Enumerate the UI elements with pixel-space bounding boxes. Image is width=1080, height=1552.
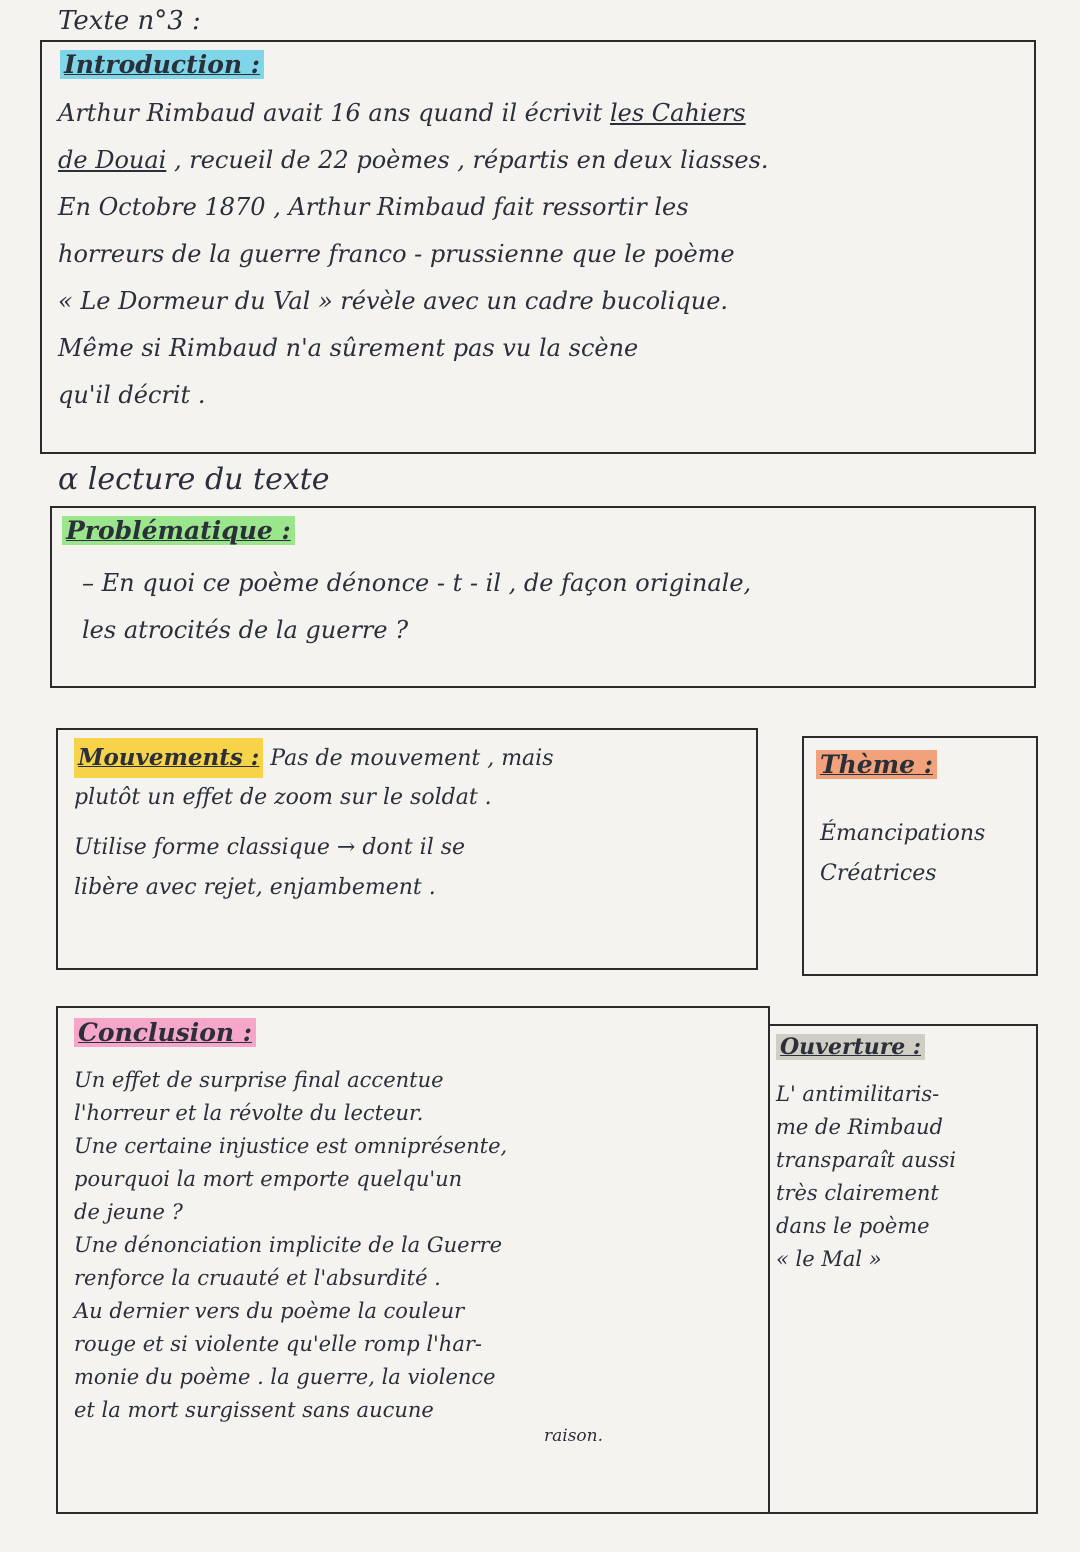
intro-box <box>40 40 1036 454</box>
conclusion-line-7: renforce la cruauté et l'absurdité . <box>74 1266 441 1290</box>
conclusion-line-11: et la mort surgissent sans aucune <box>74 1398 434 1422</box>
conclusion-line-8: Au dernier vers du poème la couleur <box>74 1299 465 1323</box>
mouvements-line-1: Pas de mouvement , mais <box>270 746 554 771</box>
conclusion-line-1: Un effet de surprise final accentue <box>74 1068 444 1092</box>
mouvements-line-4: libère avec rejet, enjambement . <box>74 875 436 900</box>
intro-line-1 <box>58 90 769 137</box>
ouverture-box <box>768 1024 1038 1514</box>
ouverture-line-5: dans le poème <box>776 1214 930 1238</box>
conclusion-line-10: monie du poème . la guerre, la violence <box>74 1365 496 1389</box>
intro-line-4: horreurs de la guerre franco - prussienne que le poème <box>58 240 735 268</box>
problematique-line-1: – En quoi ce poème dénonce - t - il , de façon originale, <box>82 569 752 597</box>
conclusion-line-2: l'horreur et la révolte du lecteur. <box>74 1101 424 1125</box>
ouverture-line-1: L' antimilitaris- <box>776 1082 940 1106</box>
intro-line-7: qu'il décrit . <box>58 381 206 409</box>
conclusion-line-6: Une dénonciation implicite de la Guerre <box>74 1233 503 1257</box>
ouverture-heading: Ouverture : <box>776 1034 925 1060</box>
theme-box <box>802 736 1038 976</box>
problematique-box <box>50 506 1036 688</box>
intro-line-3: En Octobre 1870 , Arthur Rimbaud fait ressortir les <box>58 193 689 221</box>
ouverture-line-4: très clairement <box>776 1181 939 1205</box>
conclusion-box <box>56 1006 770 1514</box>
intro-book-title: les Cahiers <box>609 99 746 127</box>
ouverture-line-3: transparaît aussi <box>776 1148 956 1172</box>
intro-heading: Introduction : <box>60 50 264 79</box>
intro-text-2: de Douai <box>58 146 167 174</box>
ouverture-line-6: « le Mal » <box>776 1247 882 1271</box>
mouvements-box <box>56 728 758 970</box>
intro-text-1: Arthur Rimbaud avait 16 ans quand il écrivit <box>58 99 603 127</box>
intro-line-2 <box>58 137 769 184</box>
conclusion-line-5: de jeune ? <box>74 1200 183 1224</box>
conclusion-line-4: pourquoi la mort emporte quelqu'un <box>74 1167 463 1191</box>
intro-text-3: , recueil de 22 poèmes , répartis en deux liasses. <box>173 146 769 174</box>
mouvements-heading: Mouvements : <box>74 738 263 778</box>
theme-line-2: Créatrices <box>820 861 937 886</box>
intro-line-5: « Le Dormeur du Val » révèle avec un cadre bucolique. <box>58 287 729 315</box>
conclusion-heading: Conclusion : <box>74 1018 256 1047</box>
mouvements-line-2: plutôt un effet de zoom sur le soldat . <box>74 785 492 810</box>
theme-heading: Thème : <box>816 750 937 779</box>
mouvements-line-3: Utilise forme classique → dont il se <box>74 835 466 860</box>
problematique-heading: Problématique : <box>62 516 295 545</box>
conclusion-line-9: rouge et si violente qu'elle romp l'har- <box>74 1332 482 1356</box>
conclusion-line-3: Une certaine injustice est omniprésente, <box>74 1134 508 1158</box>
ouverture-line-2: me de Rimbaud <box>776 1115 943 1139</box>
page-title: Texte n°3 : <box>58 6 201 36</box>
theme-line-1: Émancipations <box>820 821 986 846</box>
problematique-line-2: les atrocités de la guerre ? <box>82 616 409 644</box>
lecture-title: 𝛼 lecture du texte <box>58 462 330 497</box>
conclusion-line-12: raison. <box>544 1426 604 1446</box>
intro-line-6: Même si Rimbaud n'a sûrement pas vu la scène <box>58 334 639 362</box>
